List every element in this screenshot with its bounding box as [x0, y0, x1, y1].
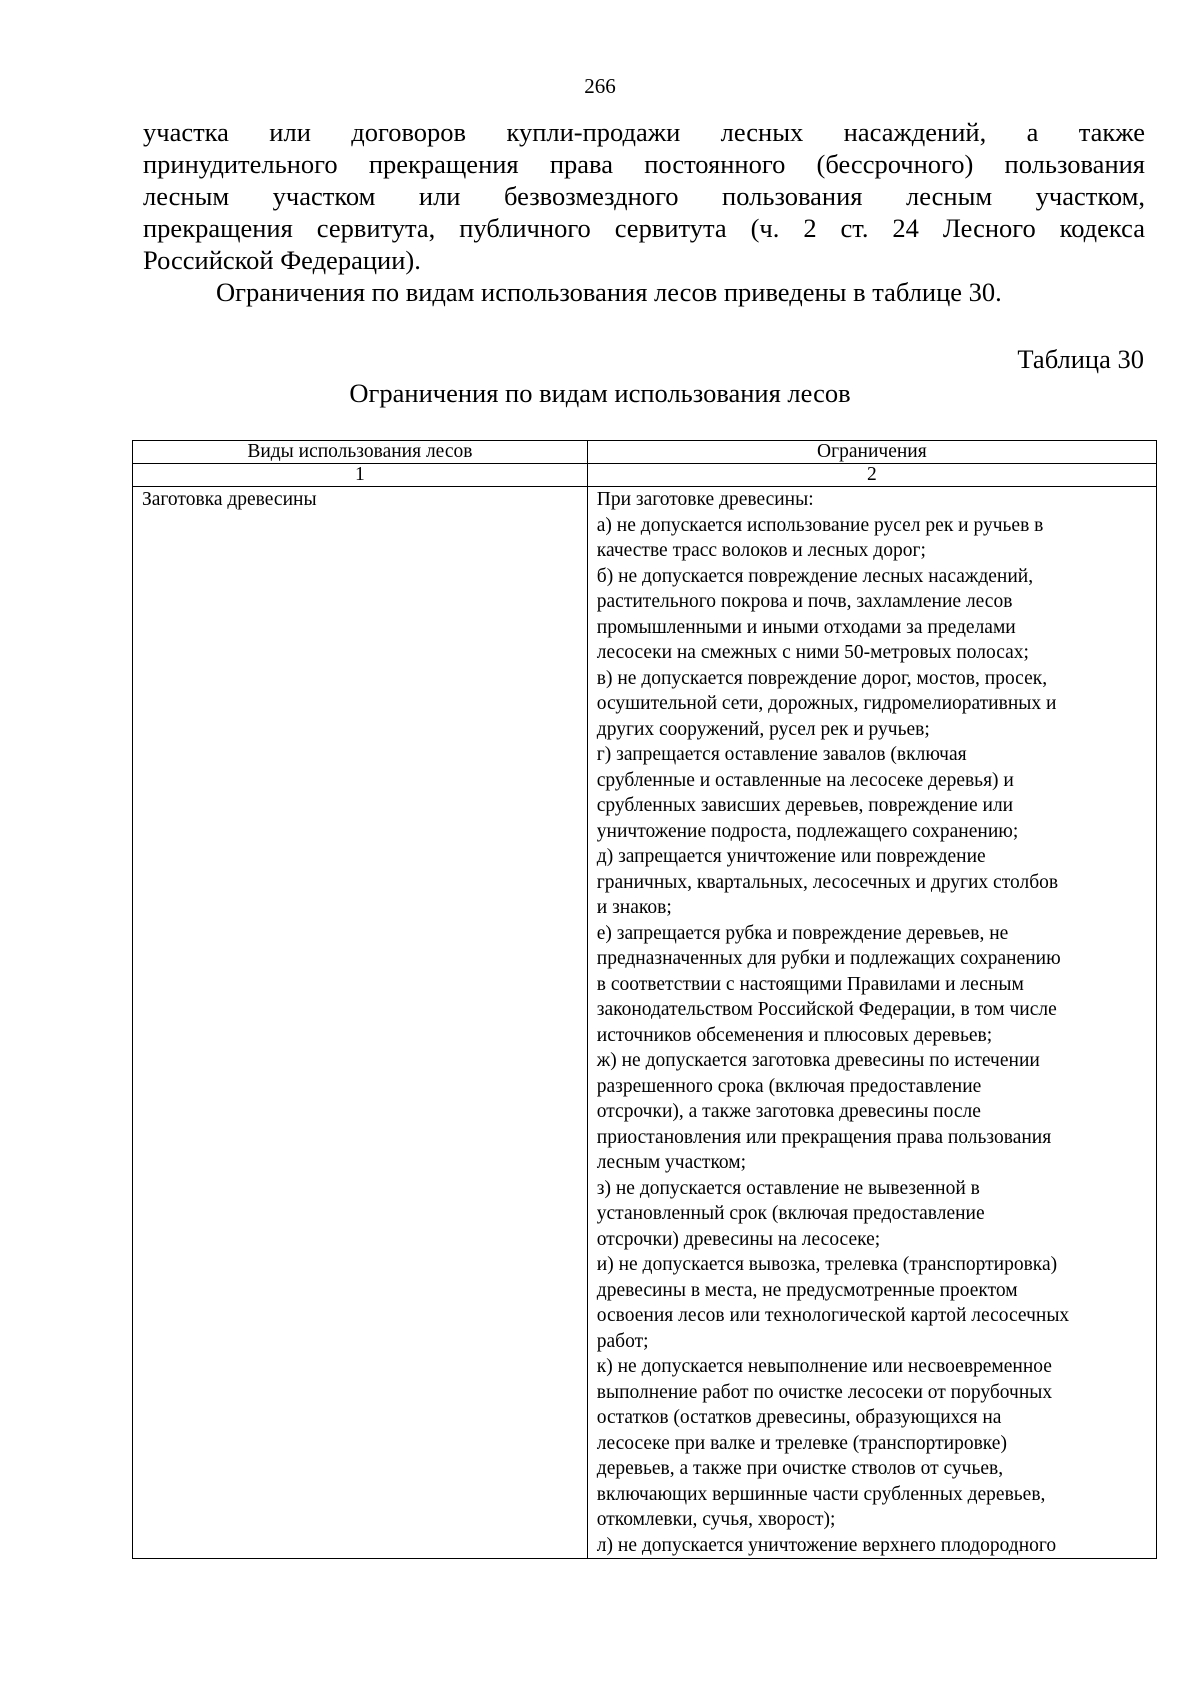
paragraph-line: участка или договоров купли-продажи лесных насаждений, а также	[143, 117, 1145, 147]
restriction-line: а) не допускается использование русел рек и ручьев в	[596, 514, 1044, 536]
restriction-line: л) не допускается уничтожение верхнего плодородного	[596, 1534, 1057, 1556]
paragraph-line: лесным участком или безвозмездного пользования лесным участком,	[143, 181, 1145, 211]
table-header-row	[133, 441, 1157, 464]
paragraph-table-reference: Ограничения по видам использования лесов приведены в таблице 30.	[216, 277, 1002, 307]
paragraph-line: прекращения сервитута, публичного сервитута (ч. 2 ст. 24 Лесного кодекса	[143, 213, 1145, 243]
restriction-line: разрешенного срока (включая предоставление	[596, 1075, 982, 1097]
restriction-line: г) запрещается оставление завалов (включая	[596, 744, 967, 765]
restriction-line: других сооружений, русел рек и ручьев;	[596, 718, 930, 740]
table-title-text: Ограничения по видам использования лесов	[349, 378, 851, 408]
restriction-line: е) запрещается рубка и повреждение деревьев, не	[596, 922, 1009, 944]
restriction-line: лесосеки на смежных с ними 50-метровых полосах;	[596, 642, 1029, 663]
restriction-line: лесосеке при валке и трелевке (транспортировке)	[596, 1432, 1007, 1454]
table-column-number-row	[133, 464, 1157, 487]
header-restrictions: Ограничения	[587, 441, 1156, 464]
restriction-line: уничтожение подроста, подлежащего сохранению;	[596, 820, 1019, 842]
paragraph-line: Российской Федерации).	[143, 245, 421, 275]
header-use-types: Виды использования лесов	[133, 441, 588, 464]
restriction-line: древесины в места, не предусмотренные проектом	[596, 1279, 1018, 1301]
table-number-caption: Таблица 30	[1017, 344, 1144, 374]
restriction-line: источников обсеменения и плюсовых деревьев;	[596, 1024, 993, 1046]
restriction-line: деревьев, а также при очистке стволов от сучьев,	[596, 1458, 1004, 1479]
restriction-line: предназначенных для рубки и подлежащих сохранению	[596, 948, 1061, 969]
restriction-line: установленный срок (включая предоставление	[596, 1203, 985, 1224]
column-number-2: 2	[587, 464, 1156, 487]
restriction-line: граничных, квартальных, лесосечных и других столбов	[596, 871, 1059, 893]
body-text	[143, 116, 1145, 308]
restrictions-cell	[587, 487, 1156, 1559]
restriction-line: лесным участком;	[596, 1152, 747, 1173]
restriction-line: осушительной сети, дорожных, гидромелиоративных и	[596, 693, 1057, 714]
restriction-line: к) не допускается невыполнение или несвоевременное	[596, 1356, 1052, 1377]
restriction-line: выполнение работ по очистке лесосеки от порубочных	[596, 1381, 1053, 1403]
table-title-caption	[0, 378, 1200, 409]
restriction-line: растительного покрова и почв, захламление лесов	[596, 591, 1013, 612]
restriction-line: промышленными и иными отходами за пределами	[596, 616, 1016, 638]
paragraph-line: принудительного прекращения права постоянного (бессрочного) пользования	[143, 149, 1145, 179]
column-number-1: 1	[133, 464, 588, 487]
restriction-line: срубленных зависших деревьев, повреждение или	[596, 795, 1014, 816]
restriction-line: отсрочки), а также заготовка древесины после	[596, 1101, 981, 1122]
restriction-line: и) не допускается вывозка, трелевка (транспортировка)	[596, 1254, 1058, 1275]
restriction-line: приостановления или прекращения права пользования	[596, 1126, 1052, 1148]
restriction-line: работ;	[596, 1330, 649, 1352]
restriction-line: в соответствии с настоящими Правилами и лесным	[596, 973, 1024, 995]
restriction-line: з) не допускается оставление не вывезенной в	[596, 1177, 980, 1199]
table-row	[133, 487, 1157, 1559]
restriction-line: остатков (остатков древесины, образующихся на	[596, 1407, 1002, 1428]
restriction-line: При заготовке древесины:	[596, 489, 814, 510]
restriction-line: ж) не допускается заготовка древесины по истечении	[596, 1050, 1040, 1071]
restriction-line: срубленные и оставленные на лесосеке деревья) и	[596, 769, 1014, 791]
use-type-cell: Заготовка древесины	[133, 487, 588, 1559]
page-number: 266	[584, 74, 616, 98]
restrictions-table	[132, 440, 1157, 1559]
restriction-line: включающих вершинные части срубленных деревьев,	[596, 1483, 1046, 1505]
restriction-line: освоения лесов или технологической картой лесосечных	[596, 1305, 1070, 1326]
paragraph-continuation	[143, 116, 1145, 276]
restriction-line: д) запрещается уничтожение или повреждение	[596, 846, 986, 867]
restriction-line: и знаков;	[596, 897, 672, 918]
restriction-line: б) не допускается повреждение лесных насаждений,	[596, 565, 1034, 587]
restriction-line: отсрочки) древесины на лесосеке;	[596, 1228, 881, 1250]
restriction-line: законодательством Российской Федерации, в том числе	[596, 999, 1057, 1020]
restriction-line: откомлевки, сучья, хворост);	[596, 1509, 836, 1530]
restriction-line: качестве трасс волоков и лесных дорог;	[596, 540, 926, 561]
restriction-line: в) не допускается повреждение дорог, мостов, просек,	[596, 667, 1048, 689]
